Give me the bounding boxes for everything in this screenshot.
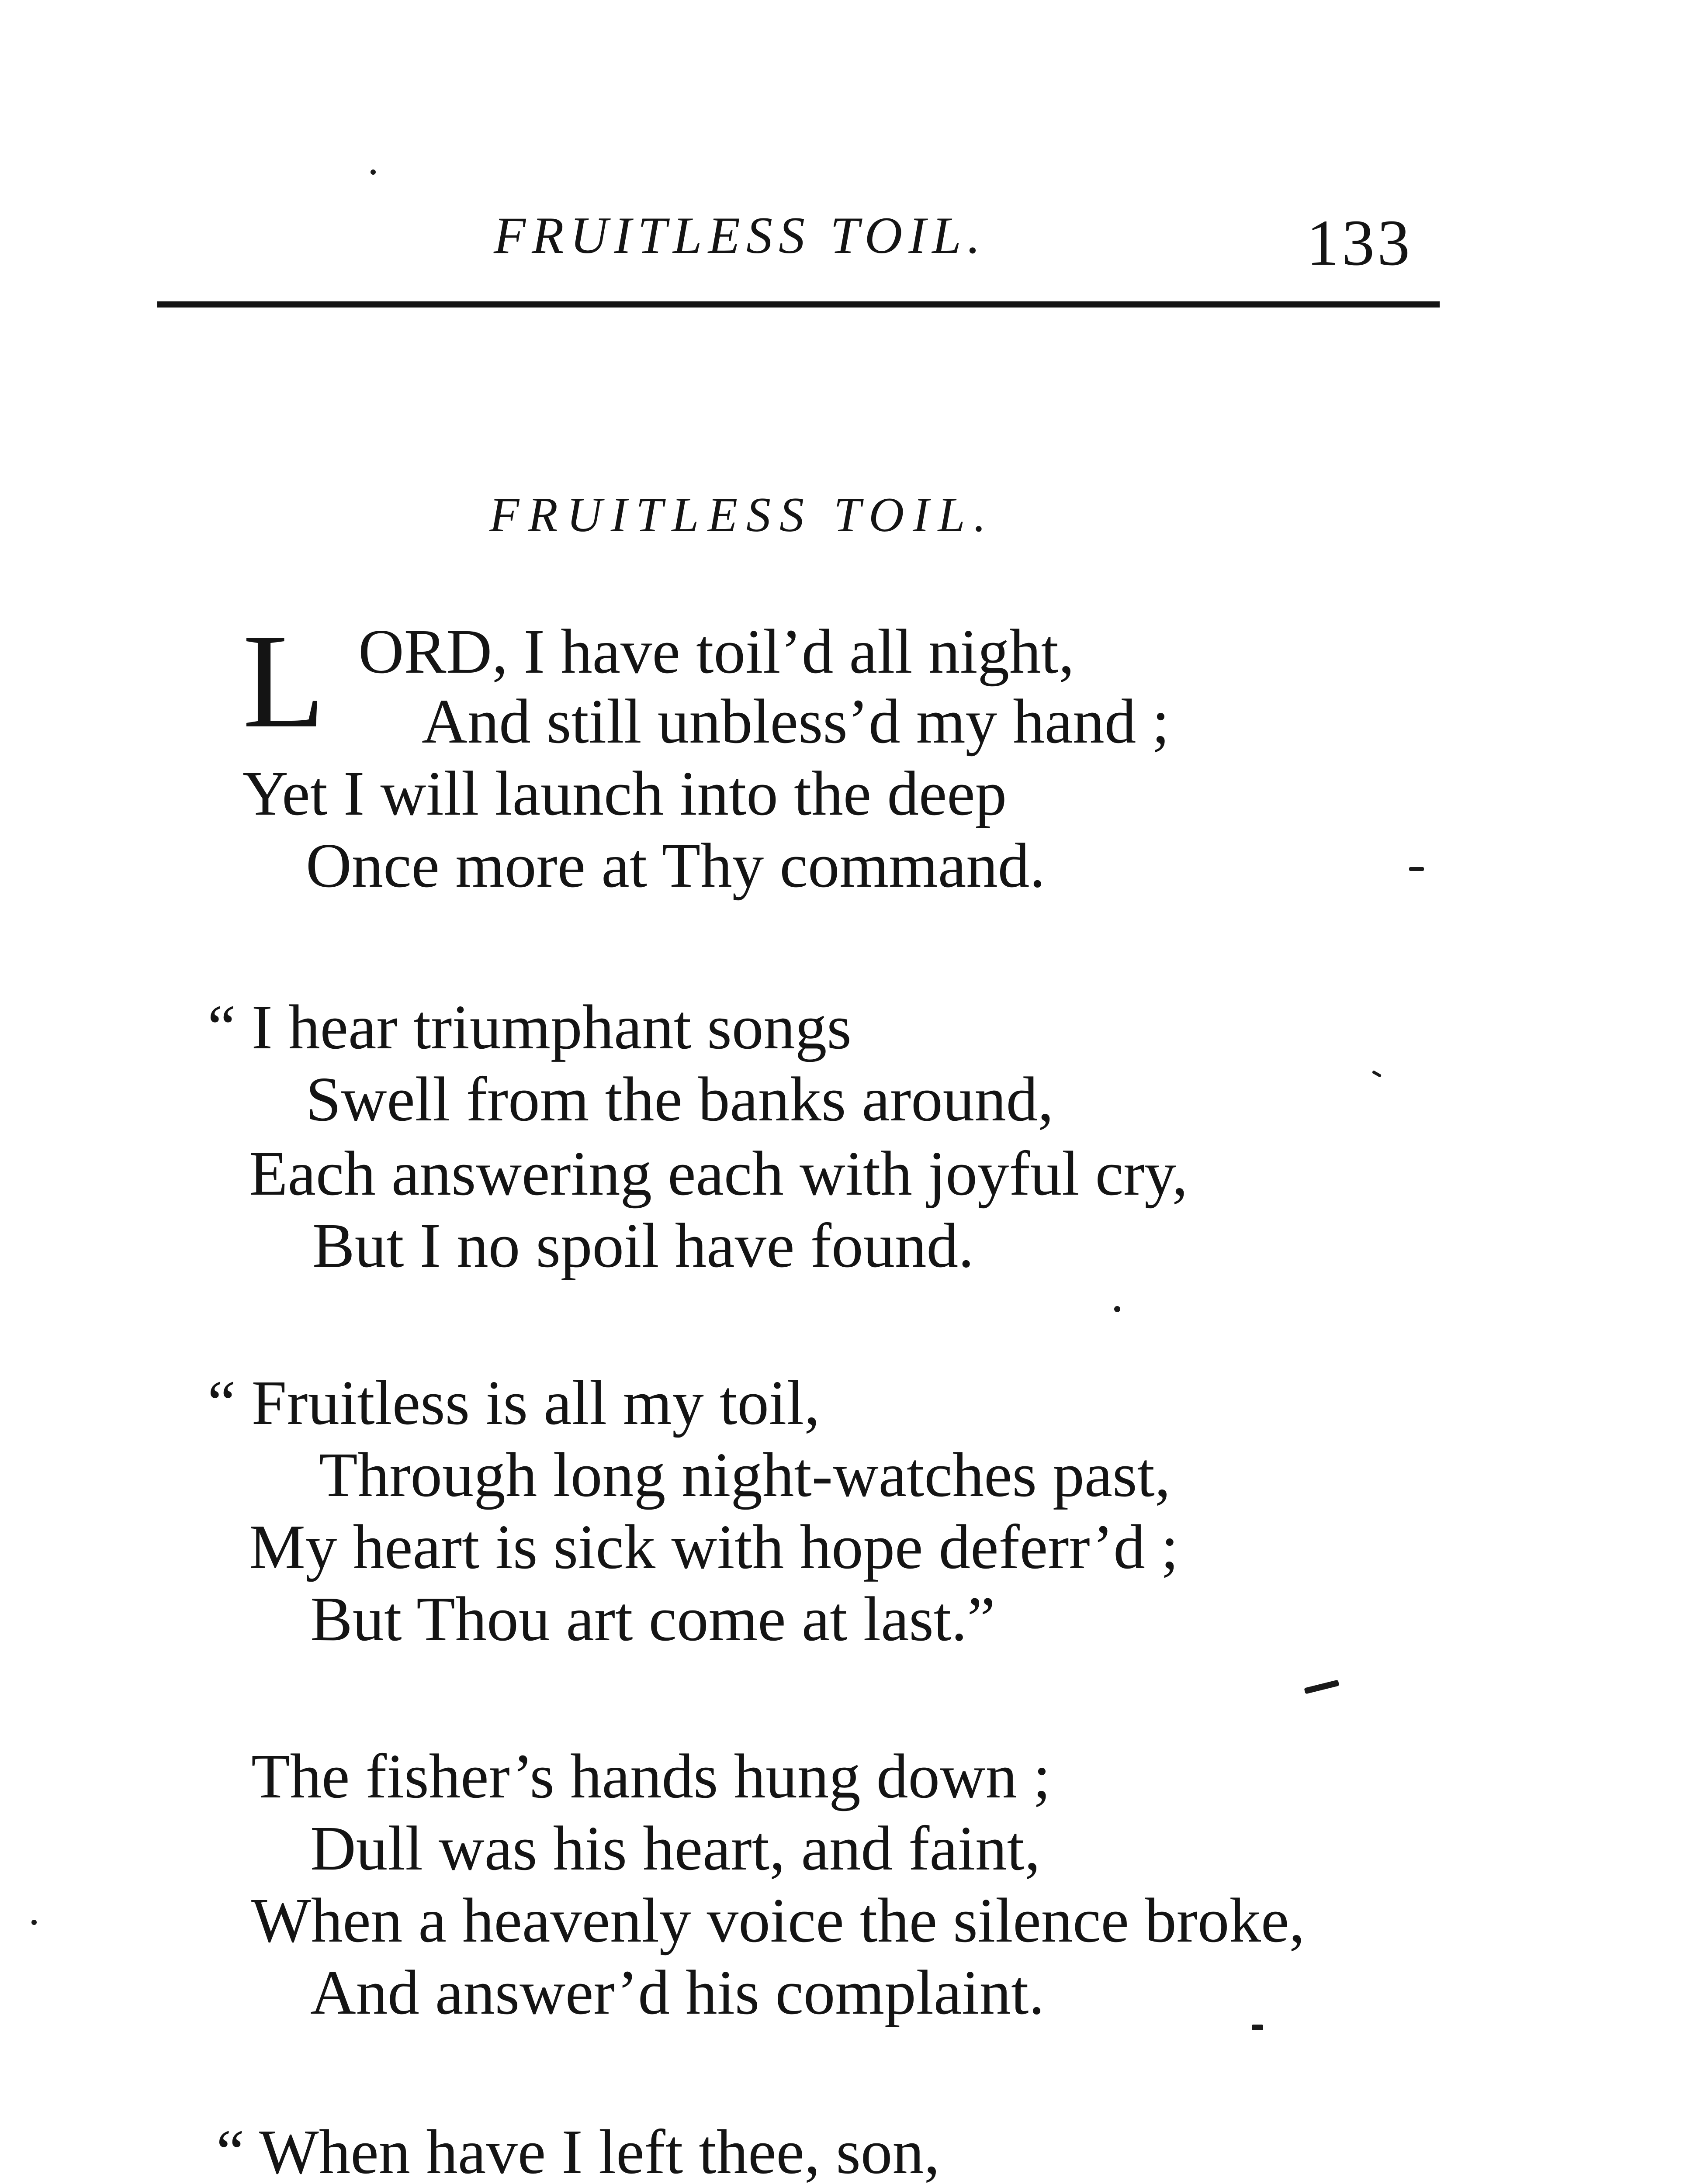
stanza-3-line-2: Through long night-watches past, xyxy=(319,1440,1171,1510)
scan-speck xyxy=(371,169,376,175)
scan-speck xyxy=(31,1920,37,1925)
stanza-4-line-3: When a heavenly voice the silence broke, xyxy=(251,1886,1305,1956)
stanza-2-line-3: Each answering each with joyful cry, xyxy=(249,1139,1188,1209)
stanza-4-line-4: And answer’d his complaint. xyxy=(310,1958,1045,2028)
stanza-2-line-1: “ I hear triumphant songs xyxy=(208,992,852,1062)
stanza-2-line-4: But I no spoil have found. xyxy=(312,1211,974,1281)
stanza-1-line-4: Once more at Thy command. xyxy=(306,831,1046,901)
scan-speck xyxy=(1304,1680,1339,1694)
scan-speck xyxy=(1252,2025,1263,2030)
stanza-4-line-2: Dull was his heart, and faint, xyxy=(310,1814,1041,1883)
running-header: FRUITLESS TOIL. xyxy=(494,206,987,264)
drop-cap: L xyxy=(242,606,326,756)
stanza-5-line-1: “ When have I left thee, son, xyxy=(216,2117,940,2184)
stanza-2-line-2: Swell from the banks around, xyxy=(306,1064,1054,1134)
stanza-1-line-3: Yet I will launch into the deep xyxy=(242,759,1007,829)
scan-speck xyxy=(1114,1306,1120,1312)
stanza-3-line-3: My heart is sick with hope deferr’d ; xyxy=(249,1512,1179,1582)
page-number: 133 xyxy=(1306,207,1413,279)
scan-speck xyxy=(1372,1070,1382,1078)
stanza-4-line-1: The fisher’s hands hung down ; xyxy=(251,1742,1051,1811)
stanza-3-line-1: “ Fruitless is all my toil, xyxy=(208,1368,820,1438)
poem-title: FRUITLESS TOIL. xyxy=(489,488,995,542)
scan-speck xyxy=(1409,867,1424,871)
stanza-1-line-1: ORD, I have toil’d all night, xyxy=(358,617,1075,687)
stanza-3-line-4: But Thou art come at last.” xyxy=(310,1584,995,1654)
stanza-1-line-2: And still unbless’d my hand ; xyxy=(422,687,1170,757)
header-rule xyxy=(157,301,1440,308)
